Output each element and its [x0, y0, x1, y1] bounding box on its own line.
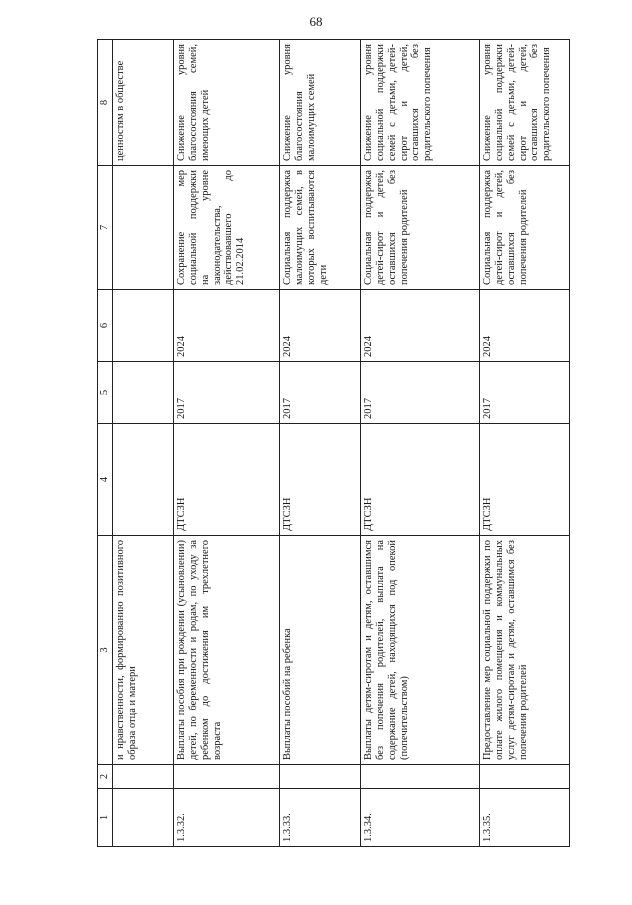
- cell-col2: [480, 765, 570, 789]
- cell-executor: ДТСЗН: [280, 424, 361, 536]
- cell-name: Предоставление мер социальной поддержки по оплате жилого помещения и коммунальных услуг детям-сиротам и детям, оставшимся без попечения родителей: [480, 536, 570, 765]
- cell-risk: Снижение уровня социальной поддержки семей с детьми, детей-сирот и детей, оставшихся без родительского попечения: [480, 40, 570, 166]
- cell-executor: [113, 424, 174, 536]
- cell-col2: [113, 765, 174, 789]
- column-number: 5: [98, 362, 113, 424]
- cell-risk: Снижение уровня благосостояния малоимущих семей: [280, 40, 361, 166]
- cell-executor: ДТСЗН: [480, 424, 570, 536]
- cell-name: Выплаты пособия при рождении (усыновлении) детей, по беременности и родам, по уходу за ребенком до достижения им трехлетнего возраста: [174, 536, 280, 765]
- column-number: 6: [98, 290, 113, 362]
- cell-risk: Снижение уровня благосостояния семей, имеющих детей: [174, 40, 280, 166]
- table-row: [480, 40, 570, 847]
- cell-num: 1.3.34.: [361, 789, 480, 847]
- cell-start: 2017: [480, 362, 570, 424]
- cell-risk: Снижение уровня социальной поддержки семей с детьми, детей-сирот и детей, оставшихся без родительского попечения: [361, 40, 480, 166]
- cell-end: 2024: [361, 290, 480, 362]
- cell-executor: ДТСЗН: [174, 424, 280, 536]
- cell-result: Сохранение мер социальной поддержки на уровне законодательства, действовавшего до 21.02.2014: [174, 166, 280, 290]
- cell-name: Выплаты детям-сиротам и детям, оставшимся без попечения родителей, выплата на содержание детей, находящихся под опекой (попечительством): [361, 536, 480, 765]
- measures-table: [97, 39, 570, 847]
- cell-end: 2024: [280, 290, 361, 362]
- column-numbers-row: [98, 40, 113, 847]
- cell-result: Социальная поддержка детей-сирот и детей, оставшихся без попечения родителей: [361, 166, 480, 290]
- cell-executor: ДТСЗН: [361, 424, 480, 536]
- table-row: [174, 40, 280, 847]
- cell-num: 1.3.32.: [174, 789, 280, 847]
- page-number: 68: [309, 14, 323, 29]
- cell-result: Социальная поддержка малоимущих семей, в которых воспитываются дети: [280, 166, 361, 290]
- column-number: 8: [98, 40, 113, 166]
- table-row: [280, 40, 361, 847]
- cell-num: 1.3.35.: [480, 789, 570, 847]
- cell-end: 2024: [480, 290, 570, 362]
- cell-end: [113, 290, 174, 362]
- cell-risk: ценностям в обществе: [113, 40, 174, 166]
- cell-start: 2017: [361, 362, 480, 424]
- cell-start: 2017: [174, 362, 280, 424]
- column-number: 1: [98, 789, 113, 847]
- cell-start: [113, 362, 174, 424]
- column-number: 4: [98, 424, 113, 536]
- cell-num: 1.3.33.: [280, 789, 361, 847]
- column-number: 3: [98, 536, 113, 765]
- column-number: 2: [98, 765, 113, 789]
- rotated-sheet: [97, 40, 553, 847]
- cell-result: [113, 166, 174, 290]
- table-rotator: [97, 40, 553, 847]
- cell-name: Выплаты пособий на ребенка: [280, 536, 361, 765]
- cell-result: Социальная поддержка детей-сирот и детей, оставшихся без попечения родителей: [480, 166, 570, 290]
- cell-col2: [361, 765, 480, 789]
- cell-name: и нравственности, формированию позитивного образа отца и матери: [113, 536, 174, 765]
- cell-end: 2024: [174, 290, 280, 362]
- cell-num: [113, 789, 174, 847]
- cell-col2: [174, 765, 280, 789]
- cell-col2: [280, 765, 361, 789]
- table-row: [361, 40, 480, 847]
- continuation-row: [113, 40, 174, 847]
- cell-start: 2017: [280, 362, 361, 424]
- column-number: 7: [98, 166, 113, 290]
